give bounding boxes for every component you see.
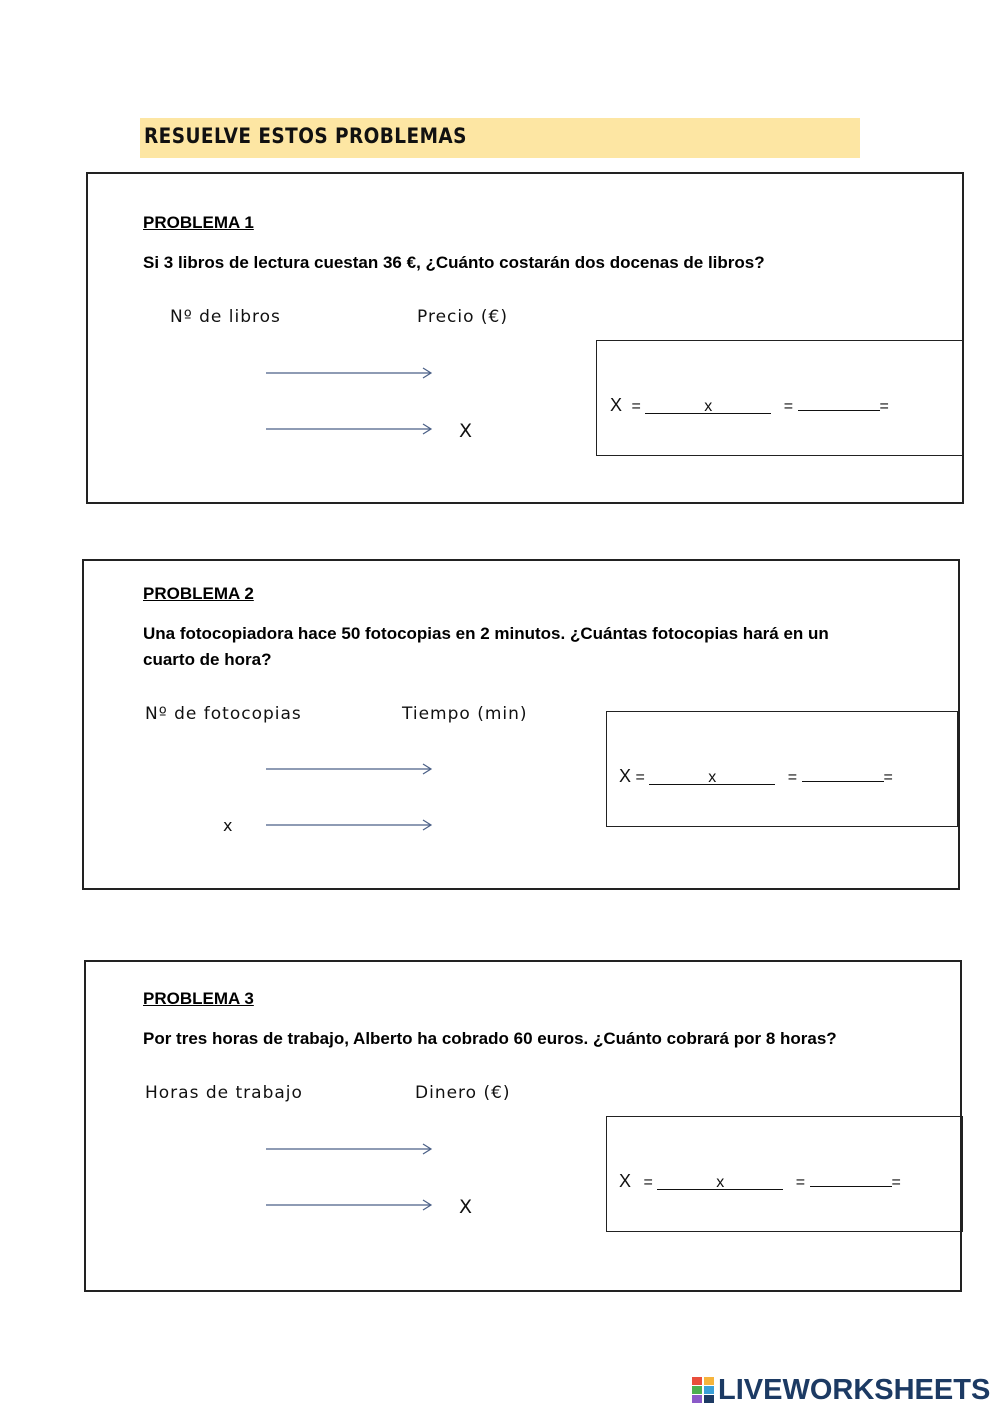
formula-fraction-blank[interactable]: x [645, 398, 771, 414]
formula-eq: = [631, 398, 641, 415]
formula-eq2: = [783, 398, 794, 415]
problem-3-formula [619, 1171, 901, 1192]
formula-result-blank[interactable] [802, 766, 884, 782]
formula-result-blank[interactable] [798, 395, 880, 411]
problem-2-unknown: x [223, 816, 233, 835]
problem-3-title: PROBLEMA 3 [143, 989, 254, 1008]
title-banner [140, 118, 860, 158]
problem-1-title: PROBLEMA 1 [143, 213, 254, 232]
problem-3-unknown: X [459, 1196, 473, 1218]
brand-name: LIVEWORKSHEETS [718, 1373, 991, 1406]
right-arrow-icon [266, 1142, 436, 1156]
problem-1-col1-label: Nº de libros [170, 307, 281, 327]
liveworksheets-logo[interactable] [692, 1372, 990, 1408]
formula-result-blank[interactable] [810, 1171, 892, 1187]
problem-3-question: Por tres horas de trabajo, Alberto ha cobrado 60 euros. ¿Cuánto cobrará por 8 horas? [143, 1029, 837, 1048]
formula-eq: = [635, 769, 645, 786]
formula-lhs: X [610, 395, 623, 415]
formula-eq2: = [795, 1174, 806, 1191]
formula-eq2: = [787, 769, 798, 786]
right-arrow-icon [266, 818, 436, 832]
problem-1-question: Si 3 libros de lectura cuestan 36 €, ¿Cuánto costarán dos docenas de libros? [143, 253, 765, 272]
problem-1-unknown: X [459, 420, 473, 442]
problem-1-col2-label: Precio (€) [417, 307, 508, 327]
formula-eq: = [643, 1174, 653, 1191]
formula-fraction-blank[interactable]: x [649, 769, 775, 785]
problem-2-title: PROBLEMA 2 [143, 584, 254, 603]
formula-lhs: X [619, 766, 632, 786]
right-arrow-icon [266, 366, 436, 380]
problem-3-col2-label: Dinero (€) [415, 1083, 511, 1103]
right-arrow-icon [266, 762, 436, 776]
right-arrow-icon [266, 422, 436, 436]
page-title: RESUELVE ESTOS PROBLEMAS [144, 124, 467, 148]
formula-eq3: = [891, 1174, 901, 1191]
formula-lhs: X [619, 1171, 632, 1191]
problem-2-formula [619, 766, 893, 787]
problem-2-question: Una fotocopiadora hace 50 fotocopias en 2 minutos. ¿Cuántas fotocopias hará en un cuarto de hora? [143, 624, 829, 669]
liveworksheets-logo-icon [692, 1377, 714, 1403]
problem-2-col1-label: Nº de fotocopias [145, 704, 302, 724]
problem-2-col2-label: Tiempo (min) [402, 704, 528, 724]
formula-eq3: = [879, 398, 889, 415]
right-arrow-icon [266, 1198, 436, 1212]
formula-eq3: = [883, 769, 893, 786]
problem-1-formula [610, 395, 889, 416]
formula-fraction-blank[interactable]: x [657, 1174, 783, 1190]
problem-3-col1-label: Horas de trabajo [145, 1083, 303, 1103]
